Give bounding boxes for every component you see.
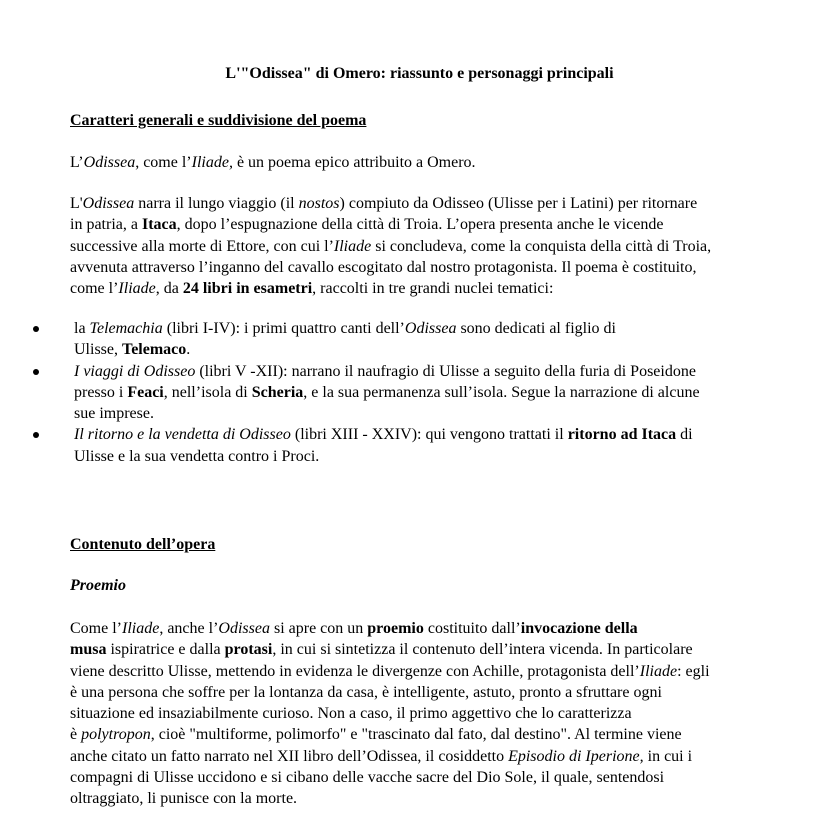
text-line: anche citato un fatto narrato nel XII libro dell’Odissea, il cosiddetto Episodio di Iperione, in cui i	[70, 747, 693, 765]
text-line: è polytropon, cioè "multiforme, polimorfo" e "trascinato dal fato, dal destino". Al termine viene	[70, 726, 682, 744]
text-line: presso i Feaci, nell’isola di Scheria, e la sua permanenza sull’isola. Segue la narrazione di alcune	[74, 383, 700, 401]
text-line: la Telemachia (libri I-IV): i primi quattro canti dell’Odissea sono dedicati al figlio di	[74, 320, 616, 337]
text-line: avvenuta attraverso l’inganno del cavallo escogitato dal nostro protagonista. Il poema è costituito,	[70, 258, 697, 276]
text-line: è una persona che soffre per la lontanza da casa, è intelligente, astuto, pronto a sfruttare ogni	[70, 683, 662, 701]
text-line: Il ritorno e la vendetta di Odisseo (libri XIII - XXIV): qui vengono trattati il ritorno ad Itaca di	[74, 426, 693, 444]
text-line: compagni di Ulisse uccidono e si cibano delle vacche sacre del Dio Sole, il quale, sentendosi	[70, 769, 665, 787]
bullet-icon	[33, 369, 39, 375]
text-line: L’Odissea, come l’Iliade, è un poema epico attribuito a Omero.	[70, 154, 476, 171]
thematic-nuclei-list	[0, 318, 839, 467]
intro-paragraph	[70, 152, 815, 173]
list-item	[0, 318, 839, 361]
bullet-icon	[33, 432, 39, 438]
section-heading-content: Contenuto dell’opera	[70, 536, 216, 553]
text-line: Ulisse e la sua vendetta contro i Proci.	[74, 447, 320, 465]
list-item	[0, 424, 839, 467]
text-line: situazione ed insaziabilmente curioso. Non a caso, il primo aggettivo che lo caratterizza	[70, 705, 632, 723]
subsection-heading-proemio: Proemio	[70, 577, 126, 594]
proemio-paragraph	[70, 618, 815, 810]
text-line: I viaggi di Odisseo (libri V -XII): narrano il naufragio di Ulisse a seguito della furia di Poseidone	[74, 362, 696, 380]
plot-paragraph	[70, 193, 815, 299]
text-line: in patria, a Itaca, dopo l’espugnazione della città di Troia. L’opera presenta anche le vicende	[70, 216, 664, 234]
document-title: L'"Odissea" di Omero: riassunto e personaggi principali	[225, 65, 614, 82]
text-line: viene descritto Ulisse, mettendo in evidenza le divergenze con Achille, protagonista dell’Iliade: egli	[70, 662, 710, 680]
text-line: sue imprese.	[74, 405, 154, 423]
text-line: Come l’Iliade, anche l’Odissea si apre con un proemio costituito dall’invocazione della	[70, 620, 638, 637]
text-line: Ulisse, Telemaco.	[74, 341, 191, 359]
list-item	[0, 361, 839, 425]
section-heading-general: Caratteri generali e suddivisione del poema	[70, 112, 367, 129]
bullet-icon	[33, 326, 39, 332]
text-line: L'Odissea narra il lungo viaggio (il nostos) compiuto da Odisseo (Ulisse per i Latini) per ritornare	[70, 195, 698, 212]
text-line: successive alla morte di Ettore, con cui l’Iliade si concludeva, come la conquista della città di Troia,	[70, 237, 712, 255]
text-line: come l’Iliade, da 24 libri in esametri, raccolti in tre grandi nuclei tematici:	[70, 280, 554, 298]
text-line: oltraggiato, li punisce con la morte.	[70, 790, 298, 808]
text-line: musa ispiratrice e dalla protasi, in cui si sintetizza il contenuto dell’intera vicenda. In particolare	[70, 641, 693, 659]
